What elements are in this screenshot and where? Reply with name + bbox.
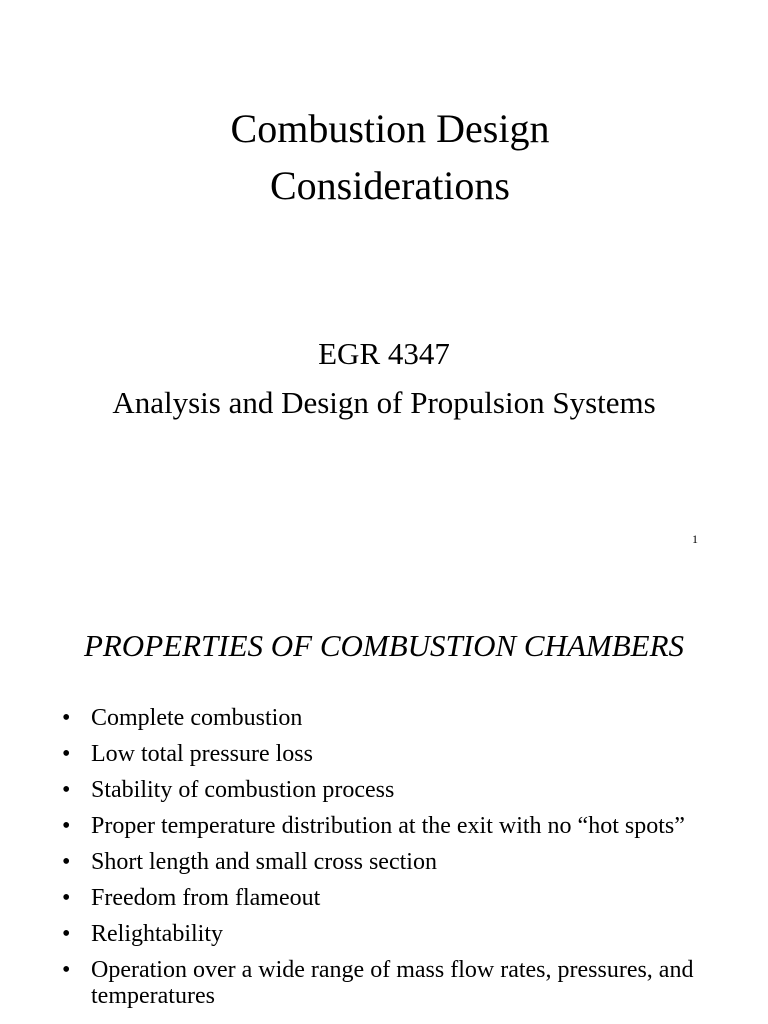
slide-title <box>0 100 768 214</box>
bullet-icon: • <box>62 885 71 911</box>
bullet-text: Freedom from flameout <box>91 885 321 911</box>
bullet-icon: • <box>62 921 71 947</box>
bullet-text: Proper temperature distribution at the exit with no “hot spots” <box>91 813 685 839</box>
bullet-text: Complete combustion <box>91 705 303 731</box>
slide-2 <box>0 580 768 1024</box>
page-number: 1 <box>692 532 698 546</box>
course-title: Analysis and Design of Propulsion Systems <box>112 385 656 420</box>
slide-title-line-2: Considerations <box>270 163 510 208</box>
list-item <box>58 777 698 803</box>
bullet-icon: • <box>62 705 71 731</box>
list-item <box>58 741 698 767</box>
bullet-icon: • <box>62 777 71 803</box>
course-code: EGR 4347 <box>318 336 450 371</box>
bullet-icon: • <box>62 741 71 767</box>
bullet-text: Relightability <box>91 921 223 947</box>
list-item <box>58 813 698 839</box>
slide-title-line-1: Combustion Design <box>230 106 550 151</box>
bullet-icon: • <box>62 957 71 983</box>
bullet-text: Short length and small cross section <box>91 849 437 875</box>
bullet-text: Stability of combustion process <box>91 777 395 803</box>
list-item <box>58 849 698 875</box>
section-heading: PROPERTIES OF COMBUSTION CHAMBERS <box>83 628 685 663</box>
bullet-list <box>58 705 698 1019</box>
bullet-text: Operation over a wide range of mass flow rates, pressures, and temperatures <box>91 957 694 1009</box>
list-item <box>58 885 698 911</box>
bullet-text: Low total pressure loss <box>91 741 313 767</box>
bullet-icon: • <box>62 849 71 875</box>
list-item <box>58 705 698 731</box>
list-item <box>58 957 698 1009</box>
bullet-icon: • <box>62 813 71 839</box>
list-item <box>58 921 698 947</box>
